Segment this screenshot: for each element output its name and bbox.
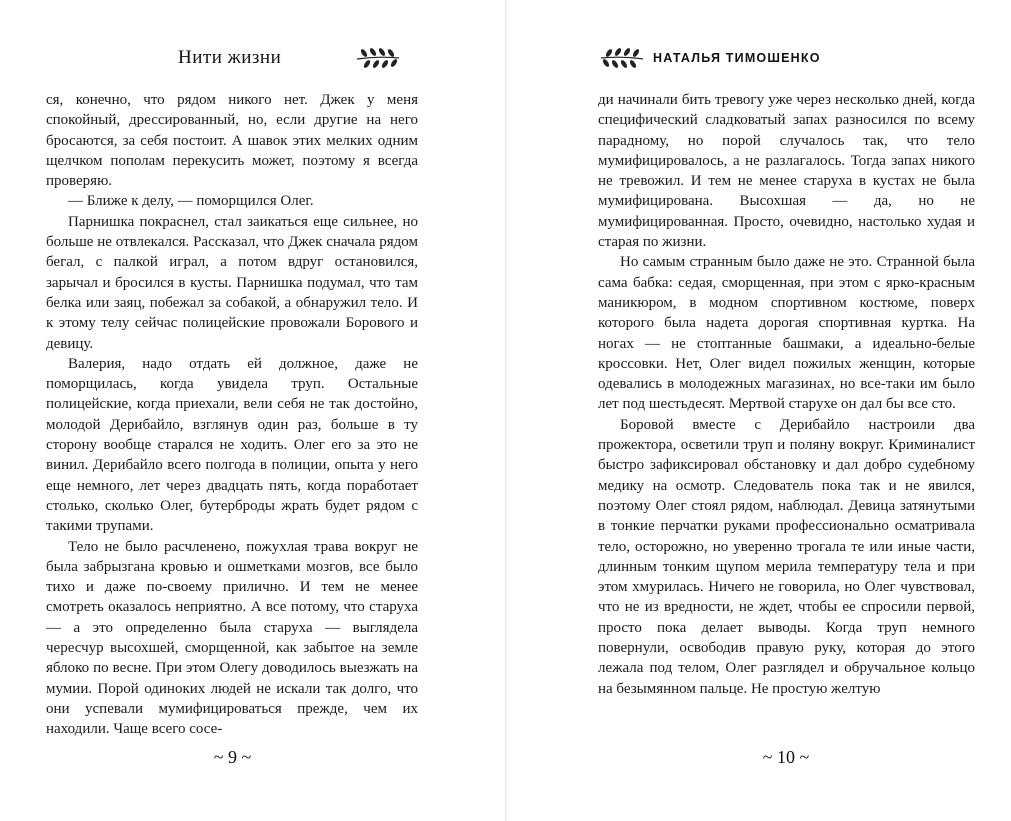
- left-page: [0, 0, 505, 821]
- page-number: ~ 10 ~: [762, 747, 810, 767]
- right-running-header: [599, 42, 879, 74]
- left-body-text: [46, 90, 418, 740]
- paragraph: — Ближе к делу, — поморщился Олег.: [68, 193, 314, 210]
- right-page: [507, 0, 1011, 821]
- left-running-header: [178, 42, 428, 74]
- paragraph: Боровой вместе с Дерибайло настроили два прожектора, осветили труп и поляну вокруг. Криминалист быстро зафиксировал обстановку и дал добро судебному медику на осмотр. Следователь пока так и не явился, поэтому Олег стоял рядом, наблюдал. Девица затянутыми в тонкие перчатки руками профессионально осматривала тело, осторожно, но уверенно трогала те или иные части, длинным тонким щупом мерила температуру тела и при этом хмурилась. Ничего не говорила, но Олег чувствовал, что не из вредности, не ждет, чтобы ее спросили первой, просто пока делает выводы. Когда труп немного повернули, освободив правую руку, которая до этого лежала под телом, Олег разглядел и обручальное кольцо на безымянном пальце. Не простую желтую: [598, 416, 975, 697]
- paragraph: ся, конечно, что рядом никого нет. Джек у меня спокойный, дрессированный, но, если другие на него бросаются, за себя постоит. А шавок этих мелких одним щелчком пополам перекусить может, поэтому я всегда проверяю.: [46, 92, 418, 190]
- leaf-branch-icon: [599, 45, 645, 71]
- running-author: НАТАЛЬЯ ТИМОШЕНКО: [653, 51, 821, 65]
- page-number: ~ 9 ~: [213, 747, 252, 767]
- leaf-branch-icon: [355, 45, 401, 71]
- paragraph: ди начинали бить тревогу уже через несколько дней, когда специфический сладковатый запах разносился по всему парадному, но порой случалось так, что тело мумифицировалось, а не разлагалось. Тогда запах никого не тревожил. И тем не менее старуха в кустах не была мумифицирована. Высохшая — да, но не мумифицированная. Просто, очевидно, настолько худая и старая по жизни.: [598, 92, 975, 251]
- right-body-text: [598, 90, 975, 699]
- running-title: Нити жизни: [178, 47, 282, 68]
- paragraph: Тело не было расчленено, пожухлая трава вокруг не была забрызгана кровью и ошметками мозгов, все было тихо и даже по-своему прилично. И тем не менее смотреть оказалось неприятно. А все потому, что старуха — а это определенно была старуха — выглядела чересчур высохшей, сморщенной, как забытое на земле яблоко по весне. При этом Олегу доводилось выезжать на мумии. Порой одиноких людей не искали так долго, что они успевали мумифицироваться прежде, чем их находили. Чаще всего сосе-: [46, 538, 418, 738]
- paragraph: Но самым странным было даже не это. Странной была сама бабка: седая, сморщенная, при этом с ярко-красным маникюром, в модном спортивном костюме, поверх которого была надета дорогая спортивная куртка. На ногах — не стоптанные башмаки, а идеально-белые кроссовки. Нет, Олег видел пожилых женщин, которые одевались в молодежных магазинах, но все-таки им было лет под шестьдесят. Мертвой старухе он дал бы все сто.: [598, 254, 975, 413]
- paragraph: Парнишка покраснел, стал заикаться еще сильнее, но больше не отвлекался. Рассказал, что Джек сначала рядом бегал, с палкой играл, а потом вдруг остановился, зарычал и бросился в кусты. Парнишка подумал, что там белка или заяц, побежал за собакой, а обнаружил тело. И к этому телу сейчас полицейские провожали Борового и девицу.: [46, 213, 418, 352]
- paragraph: Валерия, надо отдать ей должное, даже не поморщилась, когда увидела труп. Остальные полицейские, когда приехали, вели себя не так достойно, молодой Дерибайло, взглянув один раз, больше в ту сторону вообще старался не ходить. Олег его за это не винил. Дерибайло всего полгода в полиции, опыта у него еще немного, лет через двадцать пять, когда поработает столько, сколько Олег, бутерброды жрать будет рядом с такими трупами.: [46, 355, 418, 535]
